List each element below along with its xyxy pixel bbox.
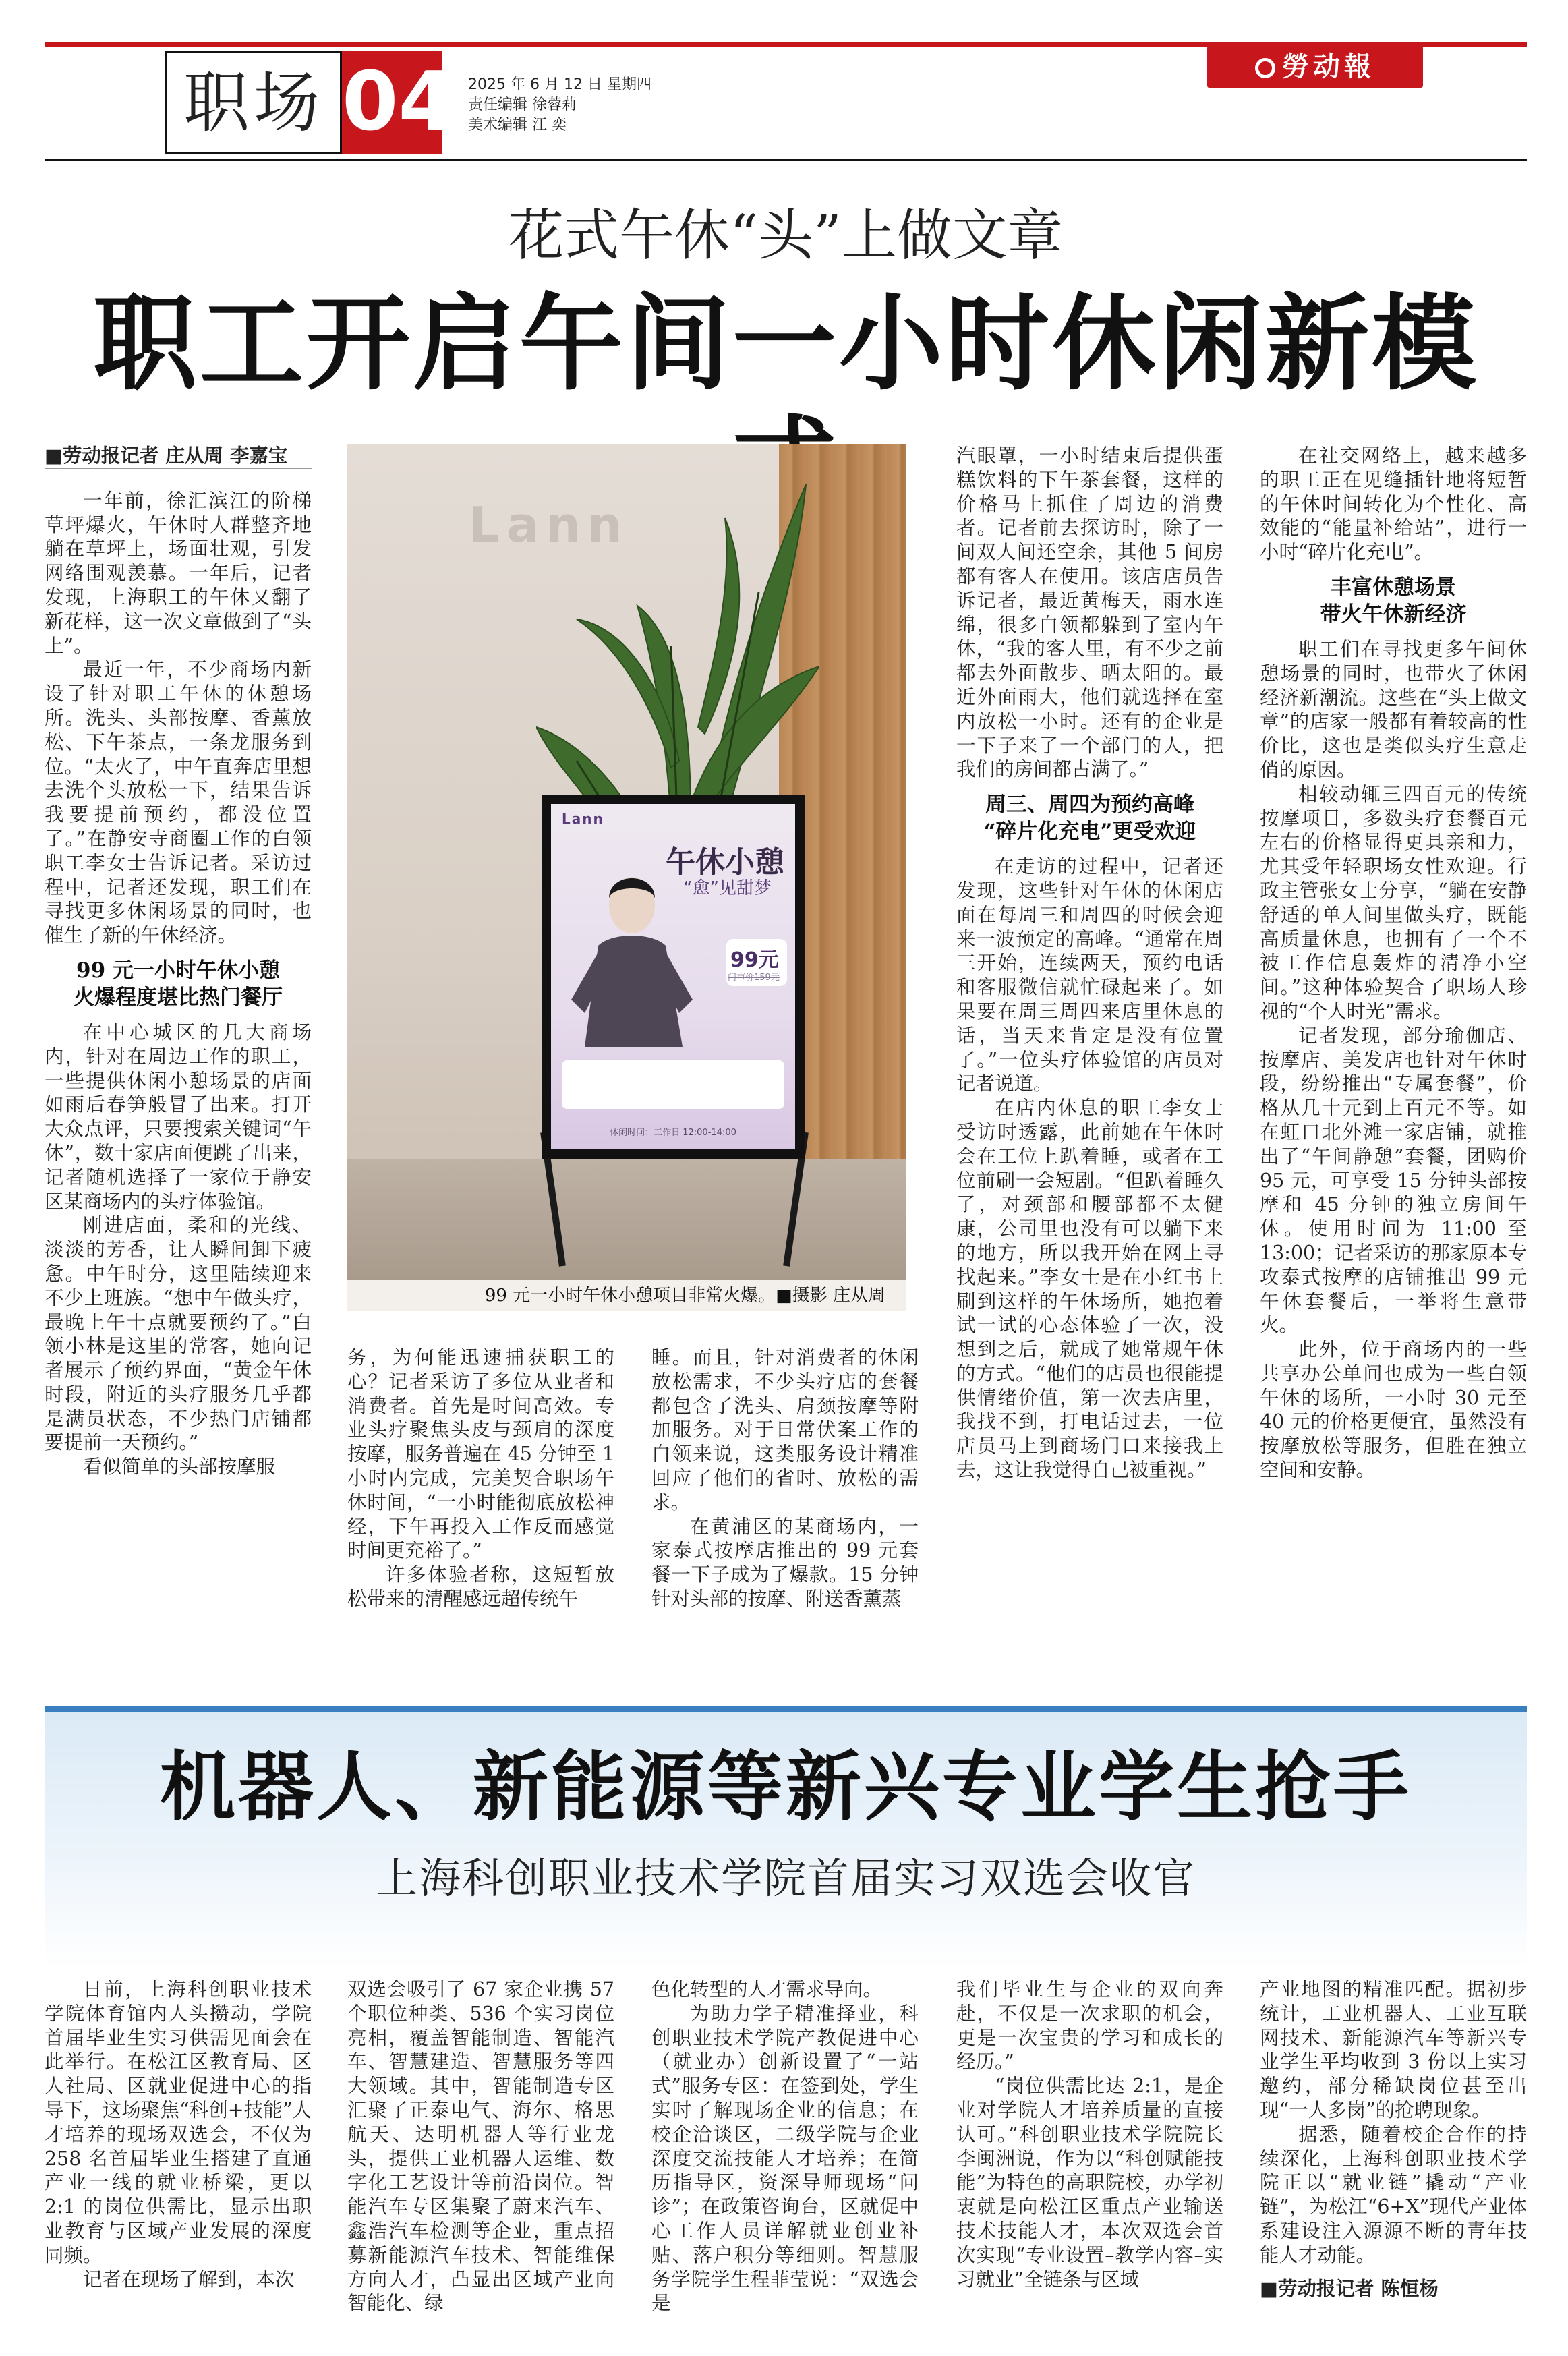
page-number: 04: [342, 51, 442, 154]
newspaper-logo: [1207, 46, 1423, 88]
article1-column-2: [347, 1346, 614, 1611]
article1-title: 职工开启午间一小时休闲新模: [92, 283, 1478, 405]
subheading: [956, 791, 1223, 845]
paragraph: 汽眼罩，一小时结束后提供蛋糕饮料的下午茶套餐，这样的价格马上抓住了周边的消费者。记者前去探访时，除了一间双人间还空余，其他 5 间房都有客人在使用。该店店员告诉记者，最近黄梅天，雨水连绵，很多白领都躲到了室内午休，“我的客人里，有不少之前都去外面散步、晒太阳的。最近外面雨大，他们就选择在室内放松一小时。还有的企业是一下子来了一个部门的人，把我们的房间都占满了。”: [956, 444, 1223, 781]
poster-feature-panel: [562, 1060, 784, 1109]
header-bottom-rule: [45, 159, 1527, 161]
article1-column-5: [1260, 444, 1527, 1483]
article1-column-4: [956, 444, 1223, 1483]
article2-column-5: [1260, 1978, 1527, 2301]
article2-byline: ■劳动报记者 陈恒杨: [1260, 2276, 1439, 2300]
paragraph: 双选会吸引了 67 家企业携 57 个职位种类、536 个实习岗位亮相，覆盖智能制造、智能汽车、智慧建造、智慧服务等四大领域。其中，智能制造专区汇聚了正泰电气、海尔、格思航天、达明机器人等行业龙头，提供工业机器人运维、数字化工艺设计等前沿岗位。智能汽车专区集聚了蔚来汽车、鑫浩汽车检测等企业，重点招募新能源汽车技术、智能维保方向人才，凸显出区域产业向智能化、绿: [347, 1978, 614, 2315]
subheading-text: 周三、周四为预约高峰 “碎片化充电”更受欢迎: [983, 793, 1196, 844]
poster: [551, 804, 795, 1149]
paragraph: 在黄浦区的某商场内，一家泰式按摩店推出的 99 元套餐一下子成为了爆款。15 分钟针对头部的按摩、附送香薰蒸: [651, 1515, 919, 1610]
paragraph: 务，为何能迅速捕获职工的心？记者采访了多位从业者和消费者。首先是时间高效。专业头疗聚焦头皮与颈肩的深度按摩，服务普遍在 45 分钟至 1 小时内完成，完美契合职场午休时间，“一小时能彻底放松神经，下午再投入工作反而感觉时间更充裕了。”: [347, 1346, 614, 1562]
paragraph: 看似简单的头部按摩服: [83, 1456, 276, 1478]
paragraph: 此外，位于商场内的一些共享办公单间也成为一些白领午休的场所，一小时 30 元至 40 元的价格更便宜，虽然没有按摩放松等服务，但胜在独立空间和安静。: [1260, 1338, 1527, 1482]
poster-board: [542, 795, 805, 1159]
subheading: [1260, 574, 1527, 628]
poster-brand: Lann: [562, 811, 604, 827]
subheading: [45, 957, 312, 1011]
paragraph: 相较动辄三四百元的传统按摩项目，多数头疗套餐百元左右的价格显得更具亲和力，尤其受年轻职场女性欢迎。行政主管张女士分享，“躺在安静舒适的单人间里做头疗，既能高质量休息，也拥有了一个不被工作信息轰炸的清净小空间。”这种体验契合了职场人珍视的“个人时光”需求。: [1260, 782, 1527, 1023]
section-name: 职场: [183, 65, 324, 142]
poster-title: 午休小憩: [666, 845, 784, 880]
paragraph: 在店内休息的职工李女士受访时透露，此前她在午休时会在工位上趴着睡，或者在工位前刷一会短剧。“但趴着睡久了，对颈部和腰部都不太健康，公司里也没有可以躺下来的地方，所以我开始在网上寻找起来。”李女士是在小红书上刷到这样的午休场所，她抱着试一试的心态体验了一次，没想到之后，就成了她常规午休的方式。“他们的店员也很能提供情绪价值，第一次去店里，我找不到，打电话过去，一位店员马上到商场门口来接我上去，这让我觉得自己被重视。”: [956, 1097, 1223, 1482]
article2-column-1: [45, 1978, 312, 2291]
logo-mark-icon: [1255, 58, 1275, 78]
article1-column-3: [651, 1346, 919, 1611]
newspaper-logo-text: 勞动報: [1282, 51, 1375, 82]
article2-top-rule: [45, 1706, 1527, 1712]
paragraph: 我们毕业生与企业的双向奔赴，不仅是一次求职的机会，更是一次宝贵的学习和成长的经历。”: [956, 1978, 1223, 2073]
article1-subtitle: 花式午休“头”上做文章: [509, 204, 1063, 268]
paragraph: 一年前，徐汇滨江的阶梯草坪爆火，午休时人群整齐地躺在草坪上，场面壮观，引发网络围观羡慕。一年后，记者发现，上海职工的午休又翻了新花样，这一次文章做到了“头上”。: [45, 489, 312, 657]
paragraph: 记者在现场了解到，本次: [83, 2268, 295, 2291]
paragraph: 职工们在寻找更多午间休憩场景的同时，也带火了休闲经济新潮流。这些在“头上做文章”的店家一般都有着较高的性价比，这也是类似头疗生意走俏的原因。: [1260, 637, 1527, 781]
paragraph: 产业地图的精准匹配。据初步统计，工业机器人、工业互联网技术、新能源汽车等新兴专业学生平均收到 3 份以上实习邀约，部分稀缺岗位甚至出现“一人多岗”的抢聘现象。: [1260, 1978, 1527, 2121]
photo-floor: [347, 1159, 906, 1280]
article2-column-3: [651, 1978, 919, 2316]
article1-byline: ■劳动报记者 庄从周 李嘉宝: [45, 444, 312, 469]
paragraph: 在社交网络上，越来越多的职工正在见缝插针地将短暂的午休时间转化为个性化、高效能的“能量补给站”，进行一小时“碎片化充电”。: [1260, 444, 1527, 564]
paragraph: 刚进店面，柔和的光线、淡淡的芳香，让人瞬间卸下疲惫。中午时分，这里陆续迎来不少上班族。“想中午做头疗，最晚上午十点就要预约了。”白领小林是这里的常客，她向记者展示了预约界面，“黄金午休时段，附近的头疗服务几乎都是满员状态，不少热门店铺都要提前一天预约。”: [45, 1214, 312, 1454]
article1-column-1: [45, 444, 312, 1479]
photo-caption: 99 元一小时午休小憩项目非常火爆。■摄影 庄从周: [347, 1280, 906, 1311]
issue-date: 2025 年 6 月 12 日 星期四: [468, 76, 651, 93]
responsible-editor: 责任编辑 徐蓉莉: [468, 96, 577, 113]
paragraph: 最近一年，不少商场内新设了针对职工午休的休憩场所。洗头、头部按摩、香薰放松、下午茶点，一条龙服务到位。“太火了，中午直奔店里想去洗个头放松一下，结果告诉我要提前预约，都没位置了。”在静安寺商圈工作的白领职工李女士告诉记者。采访过程中，记者还发现，职工们在寻找更多休闲场景的同时，也催生了新的午休经济。: [45, 658, 312, 947]
subheading-text: 99 元一小时午休小憩 火爆程度堪比热门餐厅: [74, 958, 283, 1010]
wall-sign-lann: Lann: [469, 496, 629, 553]
poster-original-price: 门市价159元: [728, 973, 780, 983]
paragraph: 在走访的过程中，记者还发现，这些针对午休的休闲店面在每周三和周四的时候会迎来一波预定的高峰。“通常在周三开始，连续两天，预约电话和客服微信就忙碌起来了。如果要在周三周四来店里休息的话，当天来肯定是没有位置了。”一位头疗体验馆的店员对记者说道。: [956, 855, 1223, 1095]
poster-slogan: “愈”见甜梦: [683, 878, 772, 898]
poster-price: 99元: [730, 948, 779, 972]
paragraph: 据悉，随着校企合作的持续深化，上海科创职业技术学院正以“就业链”撬动“产业链”，为松江“6+X”现代产业体系建设注入源源不断的青年技能人才动能。: [1260, 2123, 1527, 2266]
article2-column-4: [956, 1978, 1223, 2291]
paragraph: “岗位供需比达 2:1，是企业对学院人才培养质量的直接认可。”科创职业技术学院院长李闽洲说，作为以“科创赋能技能”为特色的高职院校，办学初衷就是向松江区重点产业输送技术技能人才，本次双选会首次实现“专业设置–教学内容–实习就业”全链条与区域: [956, 2075, 1223, 2291]
paragraph: 日前，上海科创职业技术学院体育馆内人头攒动，学院首届毕业生实习供需见面会在此举行。在松江区教育局、区人社局、区就业促进中心的指导下，这场聚焦“科创+技能”人才培养的现场双选会，不仅为 258 名首届毕业生搭建了直通产业一线的就业桥梁，更以 2:1 的岗位供需比，显示出职业教育与区域产业发展的深度同频。: [45, 1978, 312, 2266]
paragraph: 在中心城区的几大商场内，针对在周边工作的职工，一些提供休闲小憩场景的店面如雨后春笋般冒了出来。打开大众点评，只要搜索关键词“午休”，数十家店面便跳了出来，记者随机选择了一家位于静安区某商场内的头疗体验馆。: [45, 1021, 312, 1213]
article1-photo: [347, 444, 906, 1280]
article2-subtitle: 上海科创职业技术学院首届实习双选会收官: [375, 1854, 1196, 1903]
poster-model-figure: [558, 865, 706, 1047]
article2-column-2: [347, 1978, 614, 2316]
art-editor: 美术编辑 江 奕: [468, 117, 567, 134]
paragraph: 睡。而且，针对消费者的休闲放松需求，不少头疗店的套餐都包含了洗头、肩颈按摩等附加服务。对于日常伏案工作的白领来说，这类服务设计精准回应了他们的省时、放松的需求。: [651, 1346, 919, 1514]
paragraph: 色化转型的人才需求导向。: [651, 1978, 883, 2001]
article2-title: 机器人、新能源等新兴专业学生抢手: [160, 1743, 1412, 1831]
paragraph: 许多体验者称，这短暂放松带来的清醒感远超传统午: [347, 1563, 614, 1610]
paragraph: 为助力学子精准择业，科创职业技术学院产教促进中心（就业办）创新设置了“一站式”服务专区：在签到处，学生实时了解现场企业的信息；在校企洽谈区，二级学院与企业深度交流技能人才培养；在简历指导区，资深导师现场“问诊”；在政策咨询台，区就促中心工作人员详解就业创业补贴、落户积分等细则。智慧服务学院学生程菲莹说：“双选会是: [651, 2002, 919, 2315]
poster-hours: 休闲时间：工作日 12:00-14:00: [610, 1128, 736, 1138]
paragraph: 记者发现，部分瑜伽店、按摩店、美发店也针对午休时段，纷纷推出“专属套餐”，价格从几十元到上百元不等。如在虹口北外滩一家店铺，就推出了“午间静憩”套餐，团购价 95 元，可享受 15 分钟头部按摩和 45 分钟的独立房间午休。使用时间为 11:00 至 13:00；记者采访的那家原本专攻泰式按摩的店铺推出 99 元午休套餐后，一举将生意带火。: [1260, 1024, 1527, 1337]
subheading-text: 丰富休憩场景 带火午休新经济: [1320, 575, 1467, 627]
